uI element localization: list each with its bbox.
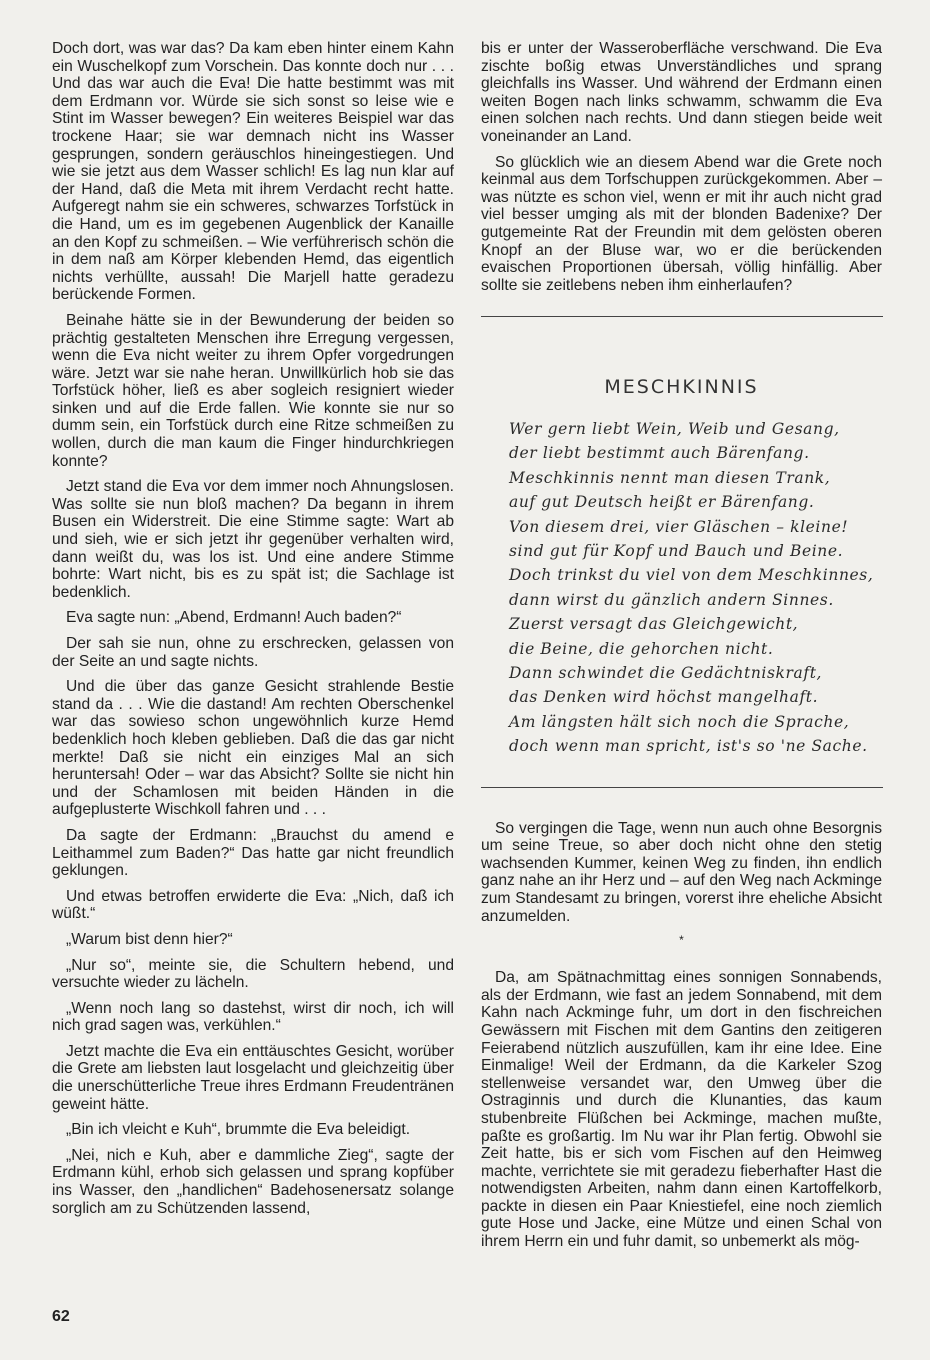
poem-line: Dann schwindet die Gedächtniskraft,	[509, 663, 823, 682]
page-number: 62	[52, 1308, 70, 1325]
left-text-column	[52, 40, 454, 1225]
paragraph: Der sah sie nun, ohne zu erschrecken, gelassen von der Seite an und sagte nichts.	[52, 635, 454, 670]
poem-line: sind gut für Kopf und Bauch und Beine.	[509, 541, 844, 560]
poem	[509, 417, 882, 759]
poem-line: Zuerst versagt das Gleichgewicht,	[509, 615, 799, 634]
paragraph: bis er unter der Wasseroberfläche verschwand. Die Eva zischte boßig etwas Unverständliches und sprang gleichfalls ins Wasser. Und während der Erdmann einen weiten Bogen nach links schwamm, schwamm die Eva einen solchen nach rechts. Und dann stiegen beide weit voneinander an Land.	[481, 40, 882, 145]
paragraph: Jetzt stand die Eva vor dem immer noch Ahnungslosen. Was sollte sie nun bloß machen? Da begann in ihrem Busen ein Widerstreit. Die eine Stimme sagte: Wart ab und sieh, wie er sich jetzt ihr gegenüber verhalten wird, dann weißt du, was los ist. Und eine andere Stimme bohrte: Wart nicht, bis es zu spät ist; die Sachlage ist bedenklich.	[52, 478, 454, 601]
poem-title: MESCHKINNIS	[604, 376, 759, 399]
paragraph: „Nur so“, meinte sie, die Schultern hebend, und versuchte wieder zu lächeln.	[52, 956, 454, 992]
paragraph: „Warum bist denn hier?“	[66, 930, 233, 948]
divider-rule	[481, 316, 883, 317]
poem-line: Am längsten hält sich noch die Sprache,	[509, 712, 850, 731]
paragraph: „Wenn noch lang so dastehst, wirst dir noch, ich will nich grad sagen was, verkühlen.“	[52, 999, 454, 1035]
paragraph: Eva sagte nun: „Abend, Erdmann! Auch baden?“	[66, 609, 402, 627]
paragraph: „Nei, nich e Kuh, aber e dammliche Zieg“, sagte der Erdmann kühl, erhob sich gelassen und sprang kopfüber ins Wasser, den „handlichen“ Badehosenersatz solange sorglich am zu Schützenden lassend,	[52, 1146, 454, 1217]
paragraph: Da sagte der Erdmann: „Brauchst du amend e Leithammel zum Baden?“ Das hatte gar nicht freundlich geklungen.	[52, 826, 454, 880]
section-separator: *	[679, 933, 684, 948]
poem-line: Wer gern liebt Wein, Weib und Gesang,	[509, 419, 840, 438]
poem-line: dann wirst du gänzlich andern Sinnes.	[509, 590, 834, 609]
poem-line: die Beine, die gehorchen nicht.	[509, 639, 774, 658]
poem-line: auf gut Deutsch heißt er Bärenfang.	[509, 493, 815, 512]
poem-line: Meschkinnis nennt man diesen Trank,	[509, 468, 831, 487]
paragraph: Und die über das ganze Gesicht strahlende Bestie stand da . . . Wie die dastand! Am rechten Oberschenkel war das sowieso schon ungewöhnlich kurze Hemd bedenklich hoch kleben geblieben. Daß die das gar nicht merkte! Daß sie nicht ein einziges Mal an sich heruntersah! Oder – war das Absicht? Sollte sie nicht hin und der Schamlosen mit beiden Händen in die aufgeplusterte Wischkoll fahren und . . .	[52, 678, 454, 819]
poem-line: der liebt bestimmt auch Bärenfang.	[509, 444, 810, 463]
paragraph: Doch dort, was war das? Da kam eben hinter einem Kahn ein Wuschelkopf zum Vorschein. Das konnte doch nur . . . Und das war auch die Eva! Die hatte bestimmt was mit dem Erdmann vor. Würde sie sich sonst so leise wie e Stint im Wasser bewegen? Ein weiteres Beispiel war das trockene Haar; sie war demnach nicht ins Wasser gesprungen, sondern geräuschlos hineingestiegen. Und wie sie jetzt aus dem Wasser schlich! Es lag nun klar auf der Hand, daß die Meta mit ihrem Verdacht recht hatte. Aufgeregt nahm sie ein schweres, schwarzes Torfstück in die Hand, um es im gegebenen Augenblick der Kanaille an den Kopf zu schmeißen. – Wie verführerisch schön die in dem naß am Körper klebenden Hemd, das eigentlich nichts verhüllte, aussah! Die Marjell hatte geradezu berückende Formen.	[52, 40, 454, 304]
paragraph: So vergingen die Tage, wenn nun auch ohne Besorgnis um seine Treue, so aber doch nicht ohne den stetig wachsenden Kummer, keinen Weg zu finden, ihn endlich ganz nahe an ihr Herz und – auf den Weg nach Ackminge zum Standesamt zu bringen, vorerst ihre eheliche Absicht anzumelden.	[481, 819, 882, 925]
paragraph: „Bin ich vleicht e Kuh“, brummte die Eva beleidigt.	[66, 1121, 411, 1139]
right-text-column	[481, 40, 882, 1259]
paragraph: Jetzt machte die Eva ein enttäuschtes Gesicht, worüber die Grete am liebsten laut losgelacht und gleichzeitig über die unerschütterliche Treue ihres Erdmann Freudentränen geweint hätte.	[52, 1042, 454, 1113]
paragraph: So glücklich wie an diesem Abend war die Grete noch keinmal aus dem Torfschuppen zurückgekommen. Aber – was nützte es schon viel, wenn er mit ihr auch nicht grad viel besser umging als mit der blonden Badenixe? Der gutgemeinte Rat der Freundin mit dem gelösten oberen Knopf an der Bluse war, wo er die berückenden evaischen Proportionen übersah, völlig hinfällig. Aber sollte sie zeitlebens neben ihm einherlaufen?	[481, 153, 882, 294]
poem-line: das Denken wird höchst mangelhaft.	[509, 688, 819, 707]
paragraph: Und etwas betroffen erwiderte die Eva: „Nich, daß ich wüßt.“	[52, 887, 454, 923]
poem-line: Doch trinkst du viel von dem Meschkinnes,	[509, 566, 874, 585]
paragraph: Da, am Spätnachmittag eines sonnigen Sonnabends, als der Erdmann, wie fast an jedem Sonnabend, mit dem Kahn nach Ackminge fuhr, um dort in den fischreichen Gewässern mit Fischen mit dem Gantins den zeitigeren Feierabend nützlich auszufüllen, kam ihr eine Idee. Eine Einmalige! Weil der Erdmann, da die Karkeler Szog stellenweise versandet war, den Umweg über die Ostraginnis und durch die Klunanties, das kaum stubenbreite Flüßchen bei Ackminge, machen mußte, paßte es großartig. Im Nu war ihr Plan fertig. Obwohl sie Zeit hatte, bis er sich vom Fischen auf den Heimweg machte, verrichtete sie mit geradezu fieberhafter Hast die notwendigsten Arbeiten, nahm dann einen Kartoffelkorb, packte in diesen ein Paar Kniestiefel, eine noch ziemlich gute Hose und Jacke, eine Mütze und einen Schal von ihrem Herrn ein und fuhr damit, so unbemerkt als mög-	[481, 969, 882, 1251]
poem-line: Von diesem drei, vier Gläschen – kleine!	[509, 517, 849, 536]
paragraph: Beinahe hätte sie in der Bewunderung der beiden so prächtig gestalteten Menschen ihre Erregung vergessen, wenn die Eva nicht weiter zu ihrem Opfer vorgedrungen wäre. Jetzt war sie nahe heran. Unwillkürlich hob sie das Torfstück höher, ließ es aber sogleich resigniert wieder sinken und auf die Erde fallen. Wie konnte sie nur so dumm sein, ein Torfstück durch eine Ritze schmeißen zu wollen, durch die man kaum die Finger hindurchkriegen konnte?	[52, 311, 454, 470]
poem-line: doch wenn man spricht, ist's so 'ne Sache.	[509, 737, 868, 756]
divider-rule	[481, 787, 883, 788]
